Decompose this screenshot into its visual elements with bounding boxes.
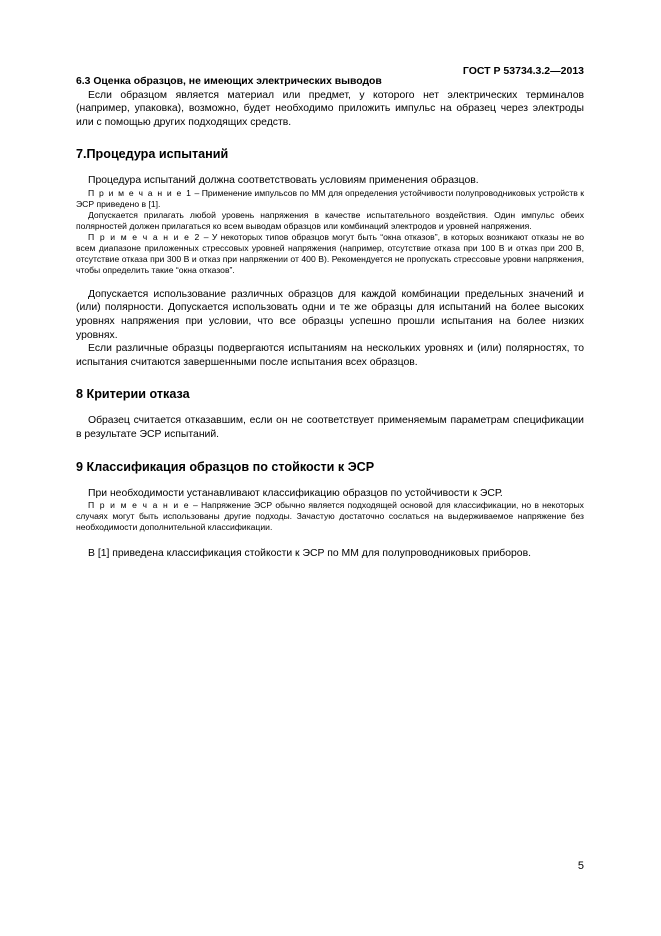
section-9-note-label: П р и м е ч а н и е bbox=[88, 500, 190, 511]
section-9-note-text: – Напряжение ЭСР обычно является подходящей основой для классификации, но в некоторых случаях могут быть использованы другие подходы. Зачастую достаточно сослаться на выдерживаемое напряжение без необходимости дополнительной классификации. bbox=[76, 500, 584, 533]
section-7-title: 7.Процедура испытаний bbox=[76, 147, 229, 162]
section-6-3-title: 6.3 Оценка образцов, не имеющих электрических выводов bbox=[76, 76, 382, 87]
section-7-paragraph-3: Если различные образцы подвергаются испытаниям на нескольких уровнях и (или) полярностях, то испытания считаются завершенными после испытания всех образцов. bbox=[76, 343, 584, 368]
section-7-note-1 bbox=[76, 188, 584, 210]
section-6-3-text: Если образцом является материал или предмет, у которого нет электрических терминалов (например, упаковка), возможно, будет необходимо приложить импульс на образец через электроды или с помощью других подходящих средств. bbox=[76, 89, 584, 128]
page-content bbox=[76, 76, 584, 561]
section-9-note bbox=[76, 500, 584, 533]
section-8-paragraph-1: Образец считается отказавшим, если он не соответствует применяемым параметрам спецификации в результате ЭСР испытаний. bbox=[76, 415, 584, 441]
section-9-paragraph-1: При необходимости устанавливают классификацию образцов по устойчивости к ЭСР. bbox=[88, 487, 503, 499]
note-2-text: – У некоторых типов образцов могут быть “окна отказов”, в которых возникают отказы не во всем диапазоне приложенных стрессовых уровней напряжения (например, отсутствие отказа при 100 В и отказ при 200 В, отсутствие отказа при 300 В и отказ при напряжении от 400 В). Рекомендуется не пропускать стрессовые уровни напряжения, чтобы определить такие “окна отказов”. bbox=[76, 231, 584, 275]
section-9-title: 9 Классификация образцов по стойкости к ЭСР bbox=[76, 459, 375, 474]
document-id: ГОСТ Р 53734.3.2—2013 bbox=[462, 65, 584, 77]
page-number: 5 bbox=[577, 860, 584, 872]
section-7-note-1-continued: Допускается прилагать любой уровень напряжения в качестве испытательного воздействия. Один импульс обеих полярностей должен прилагаться ко всем выводам образцов или комбинаций электродов и уровней напряжения. bbox=[76, 209, 584, 231]
section-7-paragraph-2: Допускается использование различных образцов для каждой комбинации предельных значений и (или) полярности. Допускается использовать одни и те же образцы для испытаний на более высоких уровнях напряжения при условии, что все образцы успешно прошли испытания на более низких уровнях. bbox=[76, 288, 584, 341]
section-9-paragraph-2: В [1] приведена классификация стойкости к ЭСР по ММ для полупроводниковых приборов. bbox=[88, 548, 531, 560]
section-7-paragraph-1: Процедура испытаний должна соответствовать условиям применения образцов. bbox=[88, 175, 479, 187]
note-1-text: – Применение импульсов по ММ для определения устойчивости полупроводниковых устройств к ЭСР приведено в [1]. bbox=[76, 187, 584, 209]
note-1-label: П р и м е ч а н и е 1 bbox=[88, 187, 193, 198]
note-2-label: П р и м е ч а н и е 2 bbox=[88, 231, 201, 242]
section-7-note-2 bbox=[76, 232, 584, 276]
section-8-title: 8 Критерии отказа bbox=[76, 387, 190, 402]
